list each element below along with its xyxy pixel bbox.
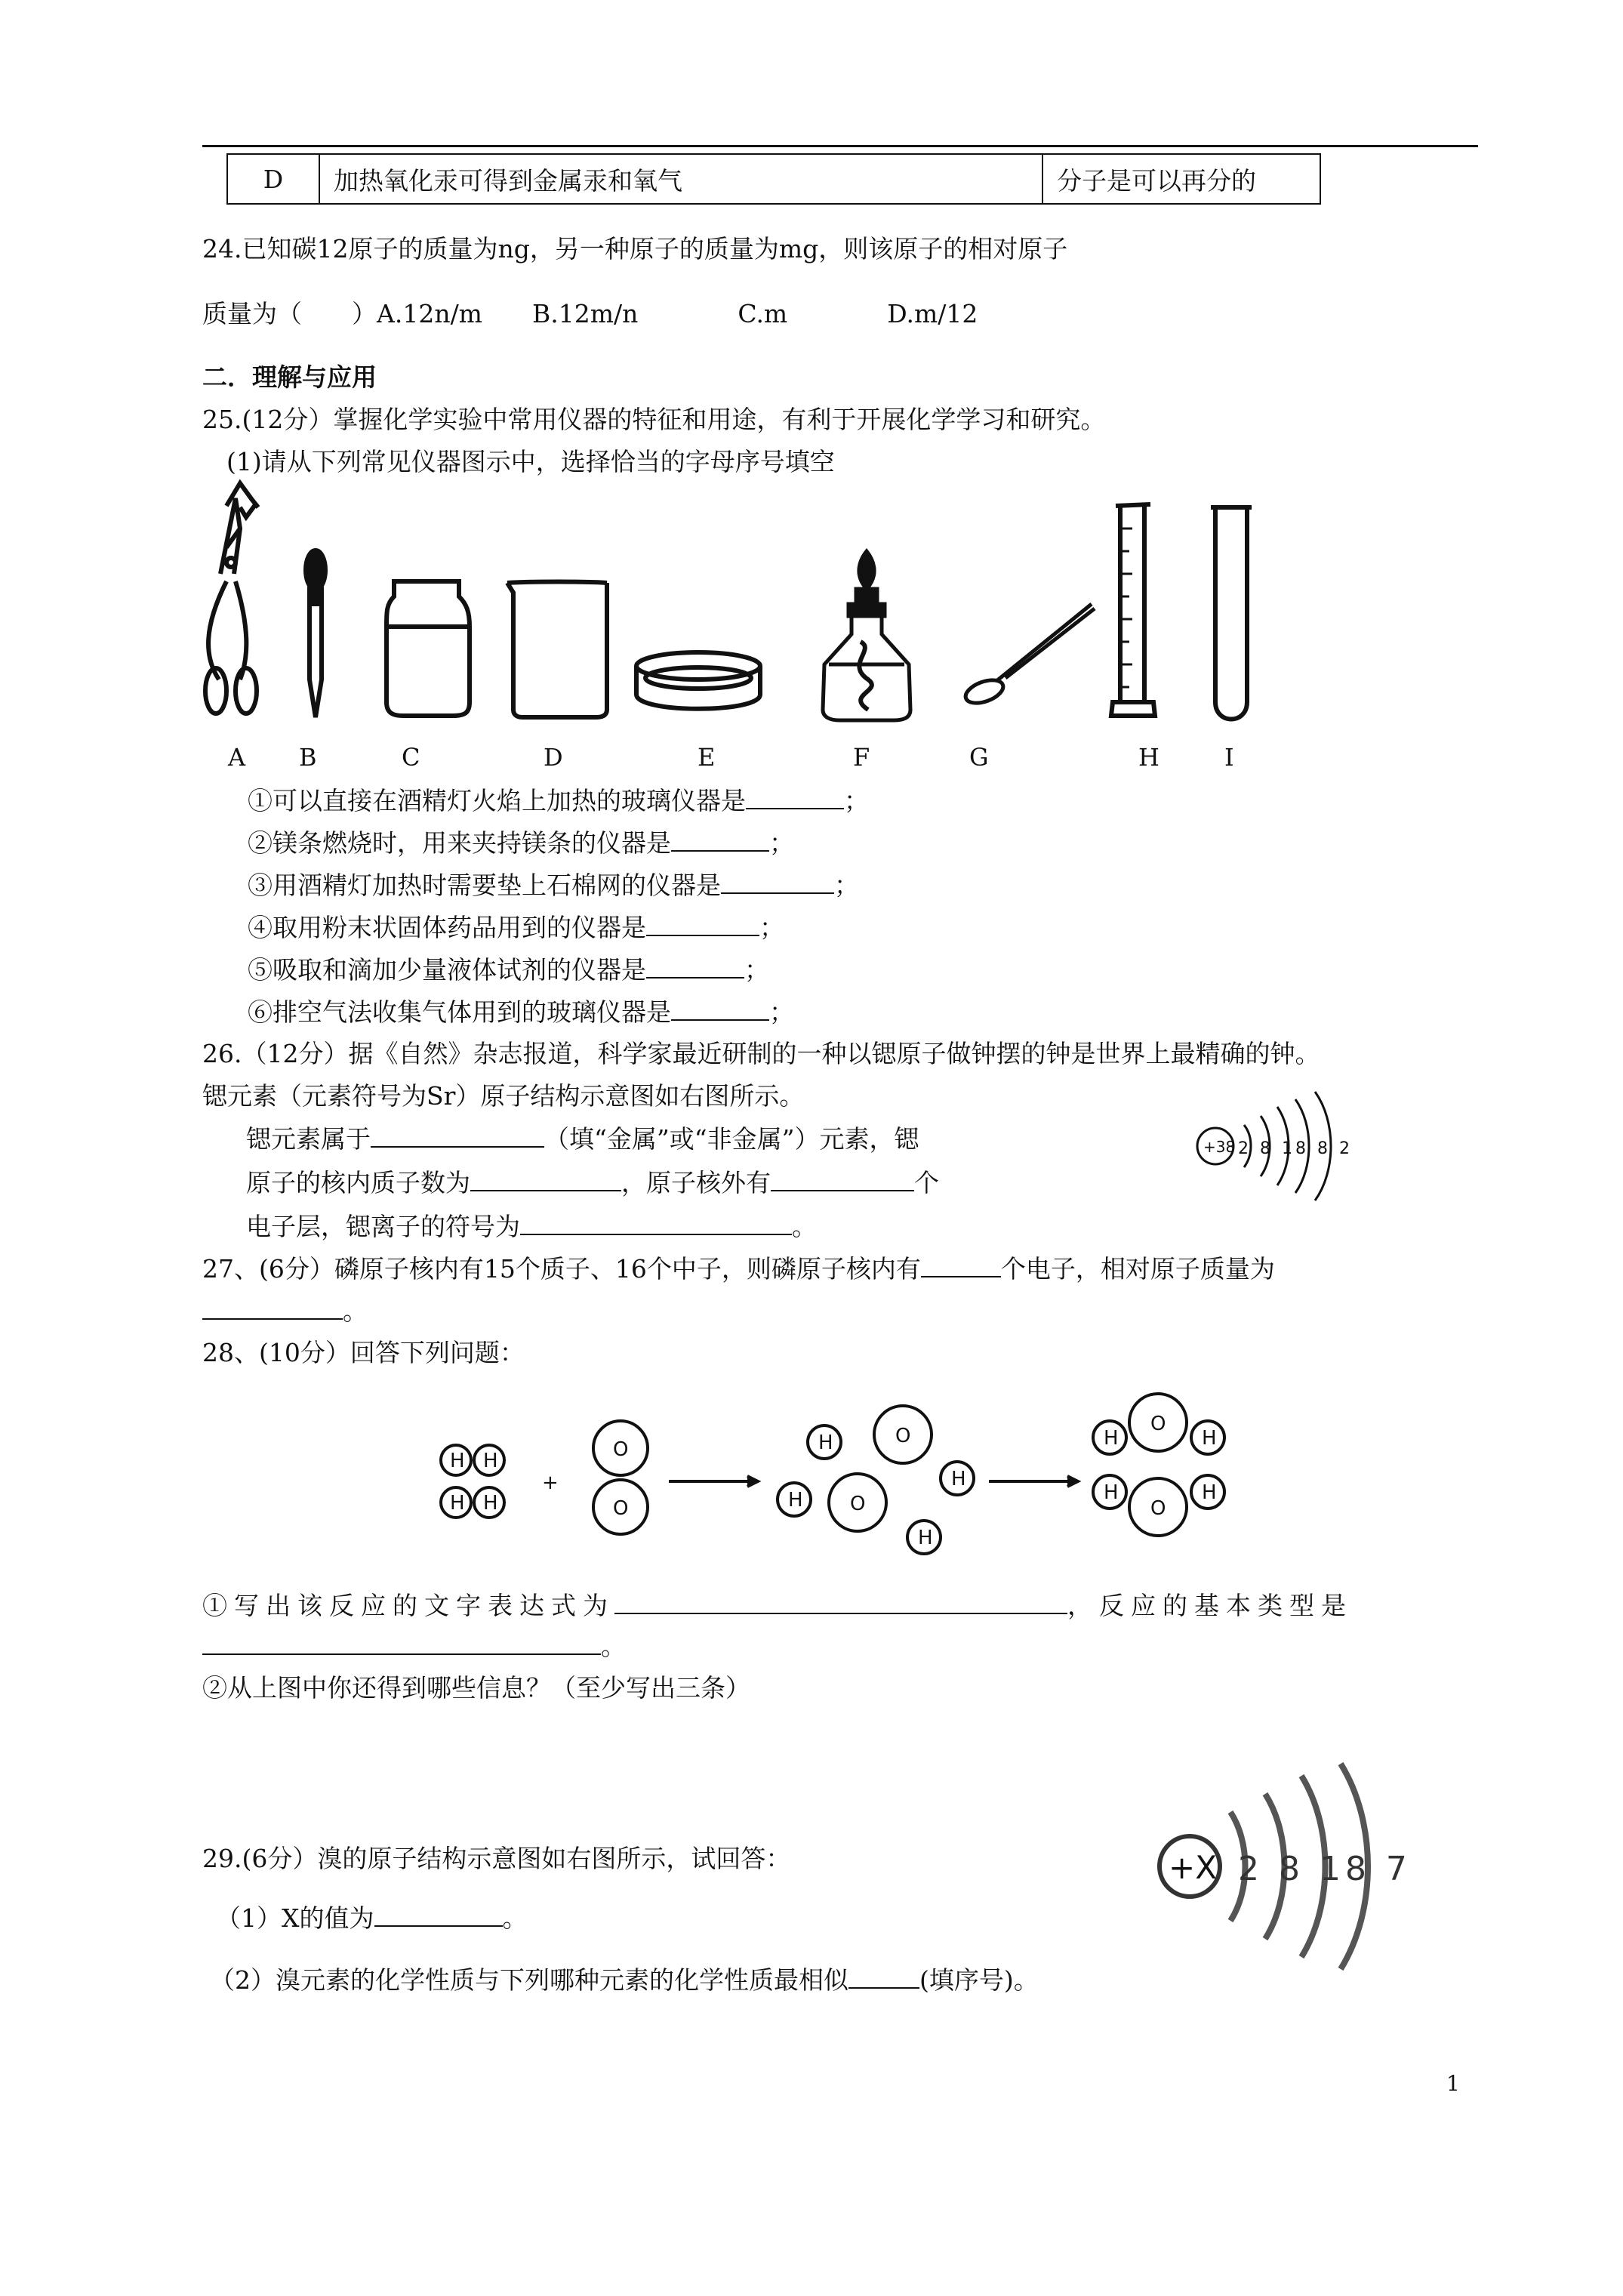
crucible-tongs-icon xyxy=(205,483,258,713)
answer-blank[interactable] xyxy=(202,1629,601,1655)
gas-bottle-icon xyxy=(387,581,470,716)
h-atom-label: H xyxy=(1202,1481,1217,1504)
q25-item-3: ③用酒精灯加热时需要垫上石棉网的仪器是 ； xyxy=(248,868,859,902)
h-atom-label: H xyxy=(450,1450,465,1472)
instrument-labels xyxy=(227,743,1234,772)
answer-blank[interactable] xyxy=(746,784,844,809)
h-atom-label: H xyxy=(1104,1481,1119,1504)
evaporating-dish-icon xyxy=(636,652,760,709)
instrument-label-g: G xyxy=(969,743,989,772)
sr-nucleus-label: +38 xyxy=(1203,1138,1236,1156)
test-tube-icon xyxy=(1211,507,1252,720)
q26-line4: 原子的核内质子数为 ，原子核外有 个 xyxy=(246,1166,939,1200)
q28-stem: 28、(10分）回答下列问题： xyxy=(202,1338,525,1367)
dropper-icon xyxy=(306,550,325,717)
h-atom-label: H xyxy=(818,1432,833,1454)
q27-line1: 27、(6分）磷原子核内有15个质子、16个中子，则磷原子核内有 个电子，相对原子质量为 xyxy=(202,1252,1275,1286)
o-atom-label: O xyxy=(613,1438,629,1461)
q28-item1: ①写出该反应的文字表达式为 ，反应的基本类型是 xyxy=(202,1589,1353,1623)
row-letter: D xyxy=(227,154,319,204)
answer-blank[interactable] xyxy=(202,1294,343,1320)
h-atom-label: H xyxy=(1202,1427,1217,1450)
h-atom-label: H xyxy=(1104,1427,1119,1450)
h-atom-label: H xyxy=(951,1468,966,1490)
row-explanation: 分子是可以再分的 xyxy=(1042,154,1320,204)
h-atom-label: H xyxy=(450,1492,465,1515)
h-atom-label: H xyxy=(788,1489,803,1512)
spoon-icon xyxy=(962,604,1095,707)
q29-sub1: （1）X的值为 。 xyxy=(216,1901,528,1935)
answer-blank[interactable] xyxy=(371,1122,544,1148)
instrument-label-h: H xyxy=(1138,743,1160,772)
o-atom-label: O xyxy=(850,1493,866,1515)
answer-blank[interactable] xyxy=(614,1589,1067,1614)
q25-sub1: (1)请从下列常见仪器图示中，选择恰当的字母序号填空 xyxy=(226,447,835,476)
q26-line3: 锶元素属于 （填“金属”或“非金属”）元素，锶 xyxy=(246,1122,919,1156)
answer-blank[interactable] xyxy=(374,1901,503,1927)
row-phenomenon: 加热氧化汞可得到金属汞和氧气 xyxy=(319,154,1042,204)
answer-blank[interactable] xyxy=(848,1963,919,1989)
q25-stem: 25.(12分）掌握化学实验中常用仪器的特征和用途，有利于开展化学学习和研究。 xyxy=(202,405,1106,434)
instrument-label-b: B xyxy=(299,743,317,772)
q26-line1: 26.（12分）据《自然》杂志报道，科学家最近研制的一种以锶原子做钟摆的钟是世界上最精确的钟。 xyxy=(202,1039,1320,1068)
instrument-label-a: A xyxy=(228,743,246,772)
o-atom-label: O xyxy=(1150,1413,1166,1435)
h-atom-label: H xyxy=(483,1492,498,1515)
q27-line2: 。 xyxy=(202,1294,368,1328)
instrument-label-e: E xyxy=(698,743,716,772)
h-atom-label: H xyxy=(483,1450,498,1472)
q25-item-5: ⑤吸取和滴加少量液体试剂的仪器是 ； xyxy=(248,953,769,987)
br-nucleus-label: +X xyxy=(1169,1849,1217,1886)
q26-line5: 电子层，锶离子的符号为 。 xyxy=(246,1210,817,1244)
alcohol-lamp-icon xyxy=(823,551,910,720)
answer-blank[interactable] xyxy=(520,1210,792,1235)
q25-item-2: ②镁条燃烧时，用来夹持镁条的仪器是 ； xyxy=(248,826,794,860)
answer-blank[interactable] xyxy=(771,1166,914,1191)
q25-item-1: ①可以直接在酒精灯火焰上加热的玻璃仪器是 ； xyxy=(248,784,869,818)
instrument-label-d: D xyxy=(544,743,563,772)
q29-stem: 29.(6分）溴的原子结构示意图如右图所示，试回答： xyxy=(202,1844,791,1873)
h-atom-label: H xyxy=(918,1527,933,1549)
br-shells-label: 2 8 18 7 xyxy=(1238,1850,1412,1888)
plus-sign: + xyxy=(542,1472,559,1494)
q24-line2: 质量为（ ）A.12n/m B.12m/n C.m D.m/12 xyxy=(202,299,978,328)
section-title: 二．理解与应用 xyxy=(202,362,377,392)
instrument-label-i: I xyxy=(1224,743,1234,772)
q26-line2: 锶元素（元素符号为Sr）原子结构示意图如右图所示。 xyxy=(202,1081,805,1111)
answer-blank[interactable] xyxy=(646,911,759,936)
q29-sub2: （2）溴元素的化学性质与下列哪种元素的化学性质最相似 (填序号)。 xyxy=(210,1963,1039,1997)
page-number: 1 xyxy=(1446,2071,1460,2096)
instrument-label-f: F xyxy=(853,743,870,772)
beaker-icon xyxy=(507,582,607,718)
sr-shells-label: 2 8 18 8 2 xyxy=(1238,1139,1353,1158)
q28-item1-cont: 。 xyxy=(202,1629,626,1663)
o-atom-label: O xyxy=(1150,1497,1166,1520)
o-atom-label: O xyxy=(895,1425,911,1447)
q24-line1: 24.已知碳12原子的质量为ng，另一种原子的质量为mg，则该原子的相对原子 xyxy=(202,234,1068,264)
answer-blank[interactable] xyxy=(646,953,744,978)
graduated-cylinder-icon xyxy=(1111,504,1155,716)
q25-item-6: ⑥排空气法收集气体用到的玻璃仪器是 ； xyxy=(248,995,794,1029)
answer-blank[interactable] xyxy=(921,1252,1001,1277)
bromine-atom-diagram xyxy=(1160,1764,1412,1969)
answer-blank[interactable] xyxy=(470,1166,621,1191)
answer-blank[interactable] xyxy=(721,868,834,894)
instrument-label-c: C xyxy=(402,743,420,772)
strontium-atom-diagram xyxy=(1197,1092,1353,1200)
q28-item2: ②从上图中你还得到哪些信息？（至少写出三条） xyxy=(202,1673,750,1703)
answer-blank[interactable] xyxy=(671,995,769,1021)
reaction-diagram xyxy=(441,1394,1224,1554)
o-atom-label: O xyxy=(613,1497,629,1520)
q25-item-4: ④取用粉末状固体药品用到的仪器是 ； xyxy=(248,911,784,945)
answer-blank[interactable] xyxy=(671,826,769,852)
